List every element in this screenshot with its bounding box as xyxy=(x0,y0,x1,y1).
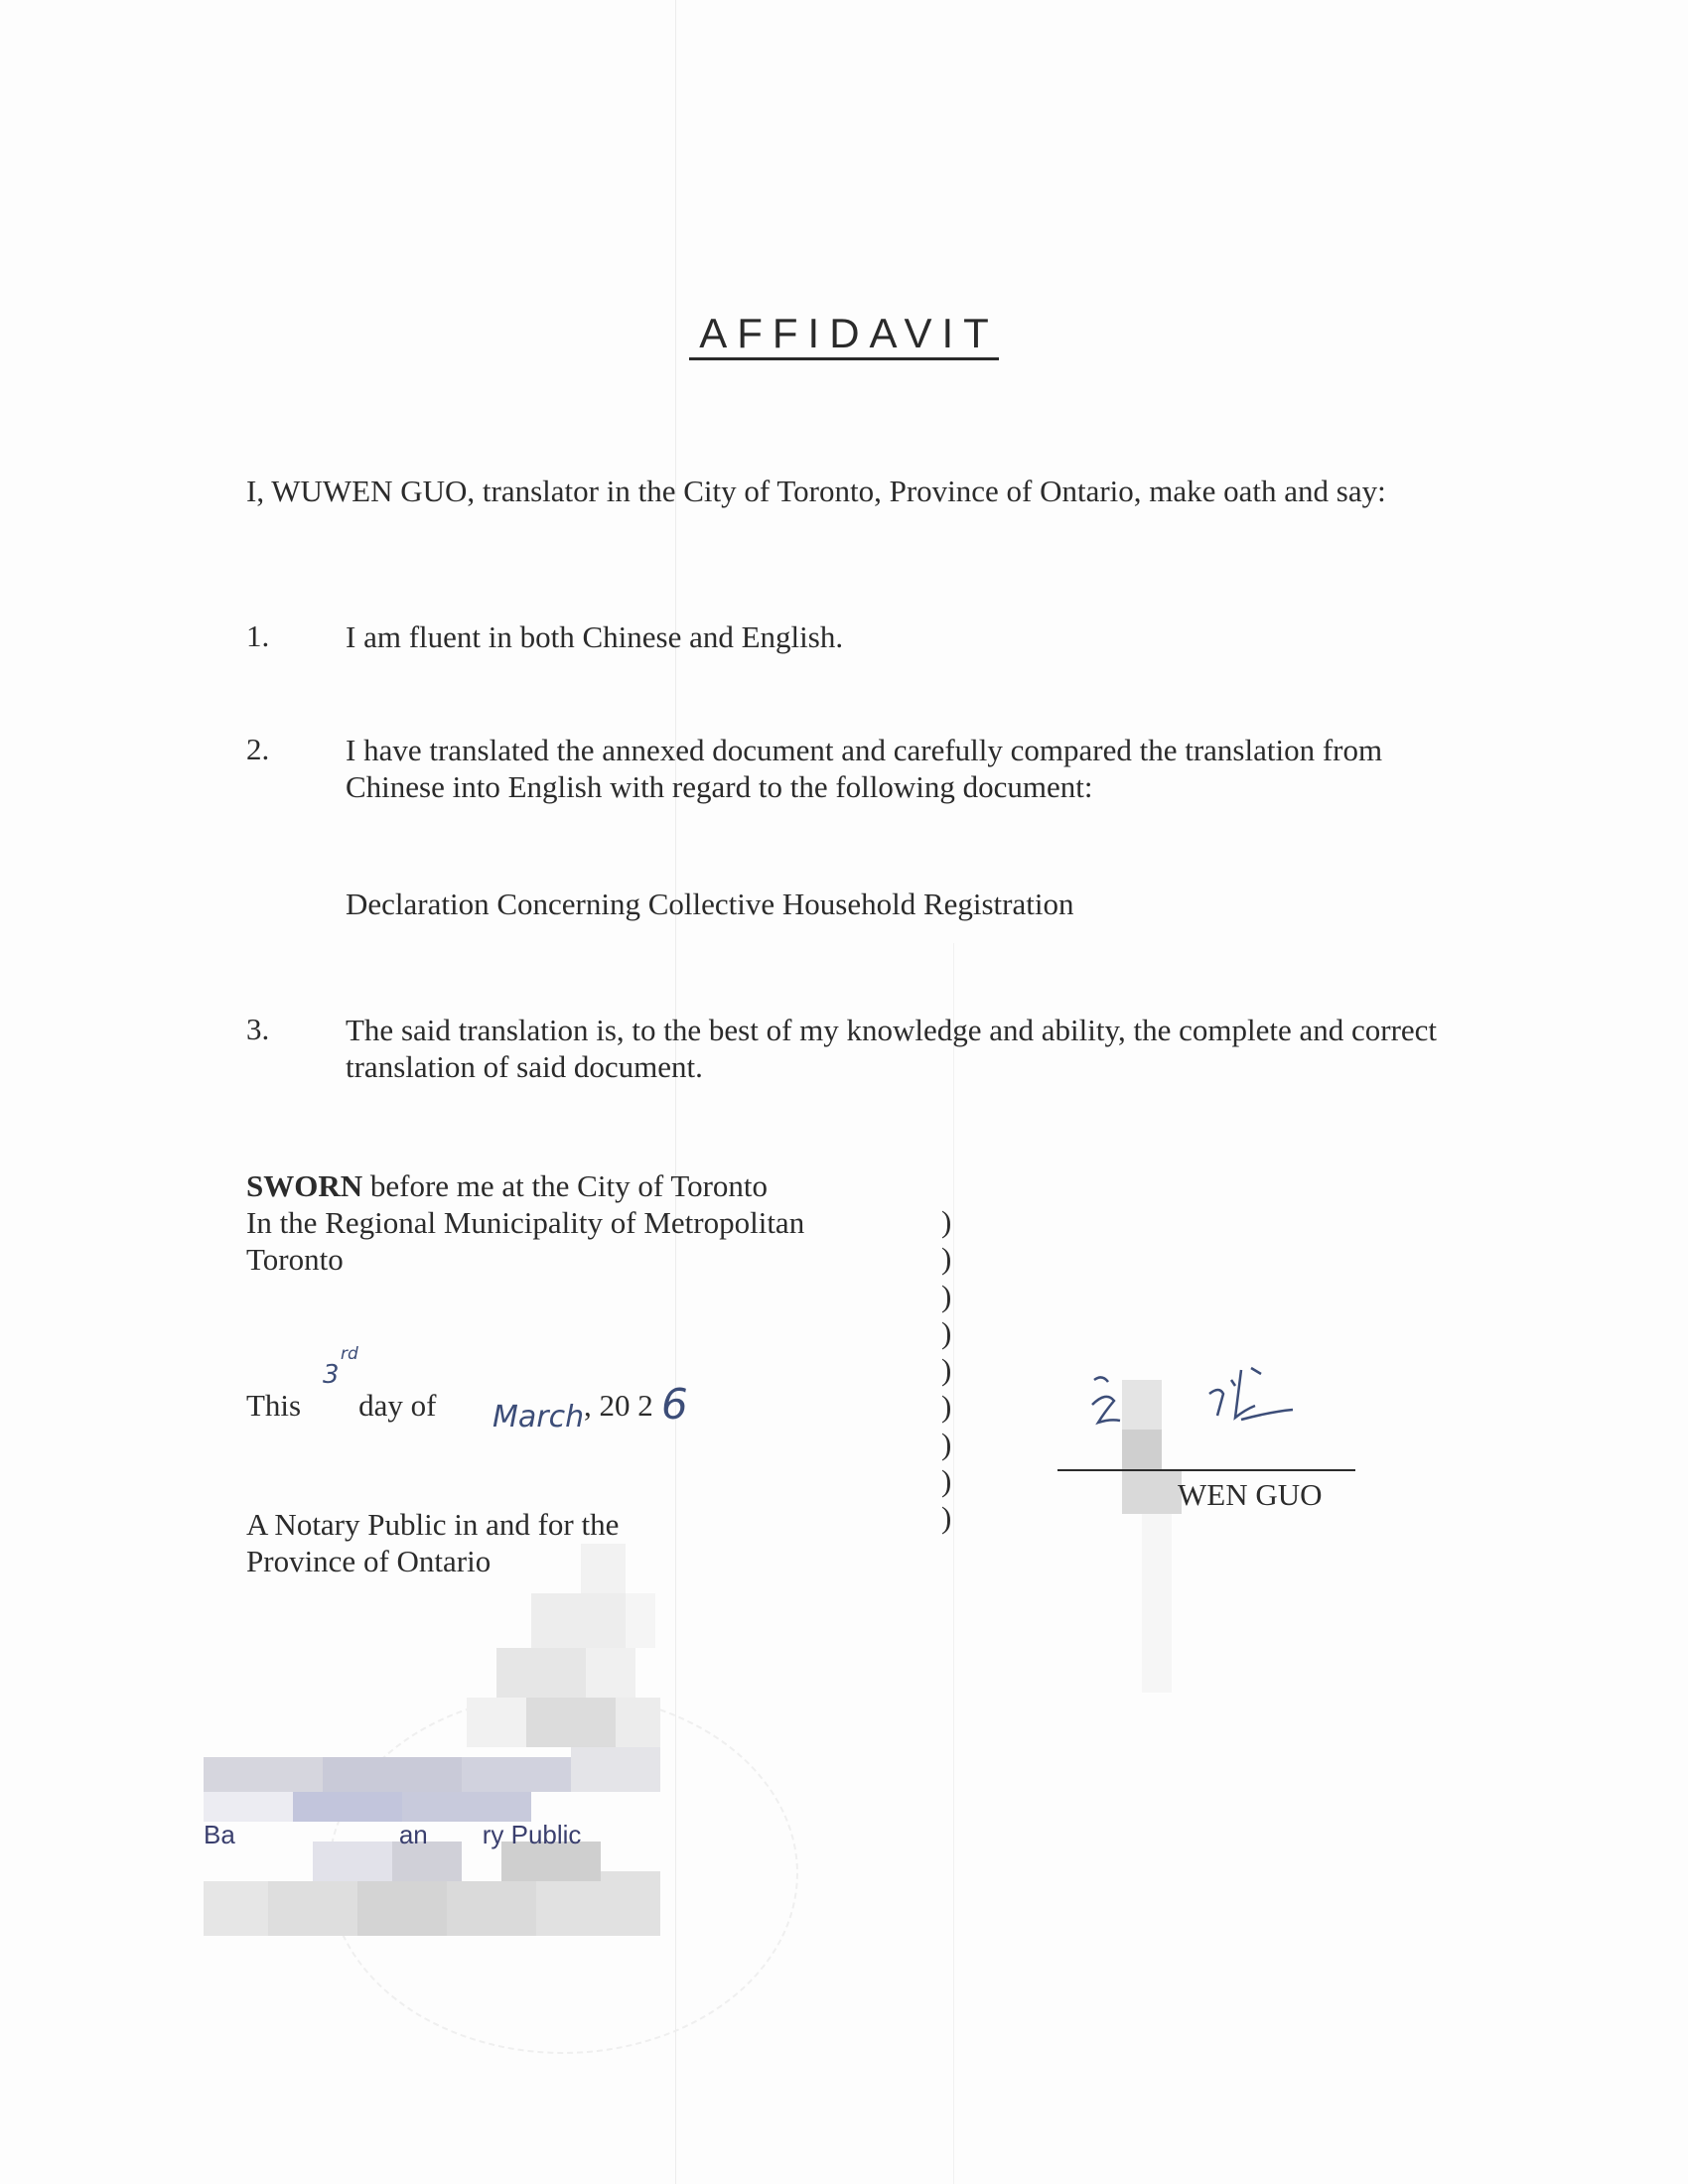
bracket-column xyxy=(941,1203,951,1537)
sworn-clause xyxy=(246,1167,941,1278)
item-1-text: I am fluent in both Chinese and English. xyxy=(346,619,844,654)
date-this: This xyxy=(246,1388,302,1423)
date-year-printed: , 20 2 xyxy=(584,1388,653,1423)
date-day-of: day of xyxy=(358,1388,437,1423)
redaction-block xyxy=(1122,1469,1182,1514)
redaction-block xyxy=(1142,1514,1172,1693)
redaction-block xyxy=(1122,1430,1162,1469)
stamp-partial-text xyxy=(204,1820,581,1850)
notary-stamp-redacted xyxy=(204,1544,670,1941)
item-1-number: 1. xyxy=(246,618,270,653)
sworn-line-3: Toronto xyxy=(246,1242,344,1277)
stamp-text-middle: an xyxy=(398,1820,428,1849)
item-3-number: 3. xyxy=(246,1012,270,1046)
bracket: ) xyxy=(941,1500,952,1536)
bracket: ) xyxy=(941,1463,952,1499)
sworn-line-2: In the Regional Municipality of Metropolitan xyxy=(246,1205,805,1240)
sworn-bold: SWORN xyxy=(246,1168,363,1203)
bracket: ) xyxy=(941,1389,952,1425)
stamp-text-right: ry Public xyxy=(482,1820,582,1849)
notary-line-1: A Notary Public in and for the xyxy=(246,1507,620,1542)
date-line xyxy=(246,1388,436,1424)
handwritten-year-digit: 6 xyxy=(661,1380,688,1429)
handwritten-day-suffix: rd xyxy=(341,1344,358,1364)
intro-paragraph: I, WUWEN GUO, translator in the City of Toronto, Province of Ontario, make oath and say: xyxy=(246,474,1386,508)
document-title: AFFIDAVIT xyxy=(0,310,1688,360)
bracket: ) xyxy=(941,1352,952,1388)
bracket: ) xyxy=(941,1204,952,1239)
bracket: ) xyxy=(941,1314,952,1350)
notary-line-2: Province of Ontario xyxy=(246,1544,492,1578)
handwritten-month: March xyxy=(492,1400,585,1434)
signatory-name: WEN GUO xyxy=(1178,1477,1323,1512)
signature-line xyxy=(1057,1469,1355,1471)
item-3-text: The said translation is, to the best of my knowledge and ability, the complete and correct translation of said document. xyxy=(346,1013,1438,1084)
item-2-number: 2. xyxy=(246,732,270,766)
bracket: ) xyxy=(941,1426,952,1461)
bracket: ) xyxy=(941,1278,952,1313)
handwritten-day: 3 xyxy=(323,1360,340,1390)
sworn-line-1: before me at the City of Toronto xyxy=(362,1168,769,1203)
referenced-document-name: Declaration Concerning Collective Household Registration xyxy=(346,887,1074,921)
item-2-text: I have translated the annexed document and carefully compared the translation from Chinese into English with regard to the following document: xyxy=(346,733,1383,804)
scan-fold-line-secondary xyxy=(953,943,954,2184)
bracket: ) xyxy=(941,1241,952,1277)
signature-image xyxy=(1082,1350,1311,1449)
stamp-text-left: Ba xyxy=(204,1820,235,1849)
